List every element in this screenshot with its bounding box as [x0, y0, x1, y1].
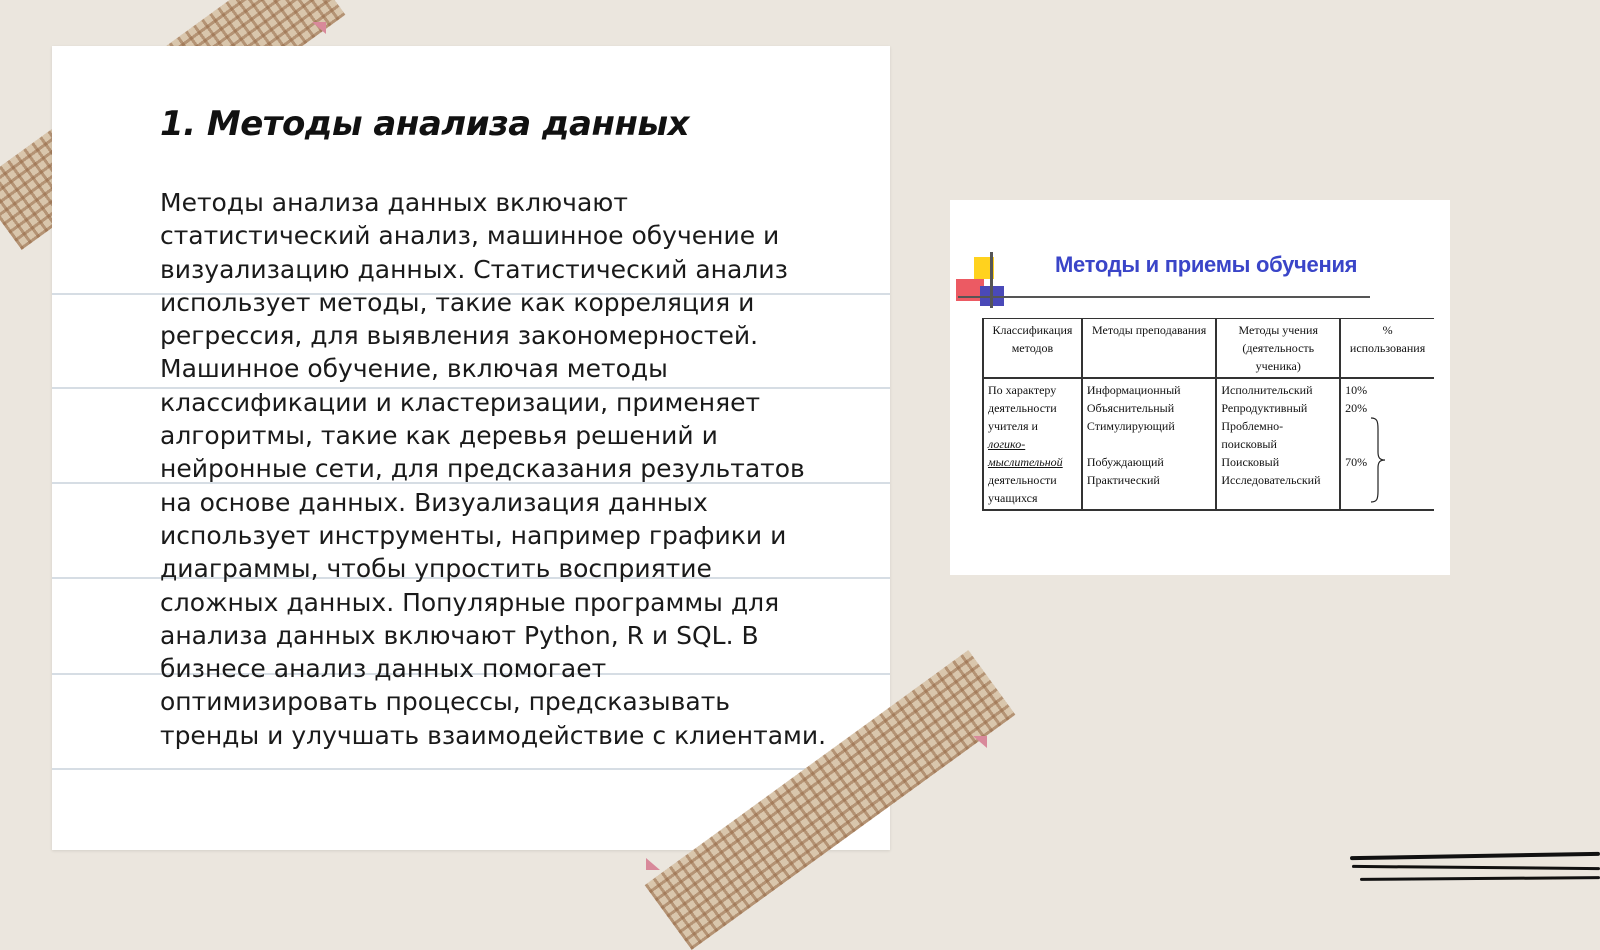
cell-text: Исследовательский	[1221, 473, 1321, 487]
cell-text: Практический	[1086, 473, 1160, 487]
header-learning-methods: Методы учения (деятельность ученика)	[1216, 319, 1340, 379]
header-teaching-methods: Методы преподавания	[1082, 319, 1217, 379]
body-paragraph: Методы анализа данных включают статистический анализ, машинное обучение и визуализацию данных. Статистический анализ использует методы, такие как корреляция и регрессия, для выявления закономерностей. Машинное обучение, включая методы классификации и кластеризации, применяет алгоритмы, такие как деревья решений и нейронные сети, для предсказания результатов на основе данных. Визуализация данных использует инструменты, например графики и диаграммы, чтобы упростить восприятие сложных данных. Популярные программы для анализа данных включают Python, R и SQL. В бизнесе анализ данных помогает оптимизировать процессы, предсказывать тренды и улучшать взаимодействие с клиентами.	[160, 188, 827, 750]
methods-table	[982, 318, 1434, 511]
cell-learning-methods	[1216, 378, 1340, 510]
tape-corner-decoration	[312, 22, 326, 34]
cell-teaching-methods	[1082, 378, 1217, 510]
cell-text: Побуждающий	[1086, 455, 1164, 469]
cell-text: учителя и	[988, 419, 1038, 433]
cell-text: 70%	[1345, 455, 1368, 469]
page-title: 1. Методы анализа данных	[160, 104, 690, 144]
cell-text-emphasized: мыслительной	[988, 455, 1063, 469]
cell-text: Объяснительный	[1086, 401, 1175, 415]
table-row	[983, 378, 1434, 510]
cell-text: По характеру	[988, 383, 1057, 397]
cell-text-emphasized: логико-	[988, 437, 1026, 451]
header-usage-percent: % использования	[1340, 319, 1434, 379]
paper-rule-line	[52, 768, 890, 770]
header-classification: Классификация методов	[983, 319, 1082, 379]
cell-spacer	[1345, 417, 1430, 435]
brush-stroke-decoration	[1352, 865, 1600, 870]
cell-text: Поисковый	[1221, 455, 1280, 469]
curly-brace-icon	[1369, 417, 1387, 503]
cell-text: Репродуктивный	[1221, 401, 1308, 415]
table-header-row	[983, 319, 1434, 379]
slide-title: Методы и приемы обучения	[1055, 252, 1358, 277]
cell-text: 20%	[1345, 401, 1368, 415]
embedded-slide-image	[950, 200, 1450, 575]
cell-spacer	[1087, 435, 1212, 453]
tape-corner-decoration	[646, 858, 660, 870]
tape-corner-decoration	[973, 736, 987, 748]
slide-title-underline	[958, 296, 1370, 298]
brush-stroke-decoration	[1360, 876, 1600, 881]
cell-text: деятельности	[988, 401, 1057, 415]
cell-text: 10%	[1345, 383, 1368, 397]
brush-stroke-decoration	[1350, 852, 1600, 860]
cell-text: учащихся	[988, 491, 1038, 505]
cell-usage-percent	[1340, 378, 1434, 510]
slide-logo-vertical-line	[990, 252, 993, 308]
cell-text: Проблемно-	[1221, 419, 1284, 433]
cell-text: Исполнительский	[1221, 383, 1313, 397]
cell-spacer	[1345, 435, 1430, 453]
cell-text: Информационный	[1086, 383, 1181, 397]
cell-text: деятельности	[988, 473, 1057, 487]
cell-text: Стимулирующий	[1086, 419, 1175, 433]
cell-text: поисковый	[1221, 437, 1277, 451]
cell-classification	[983, 378, 1082, 510]
